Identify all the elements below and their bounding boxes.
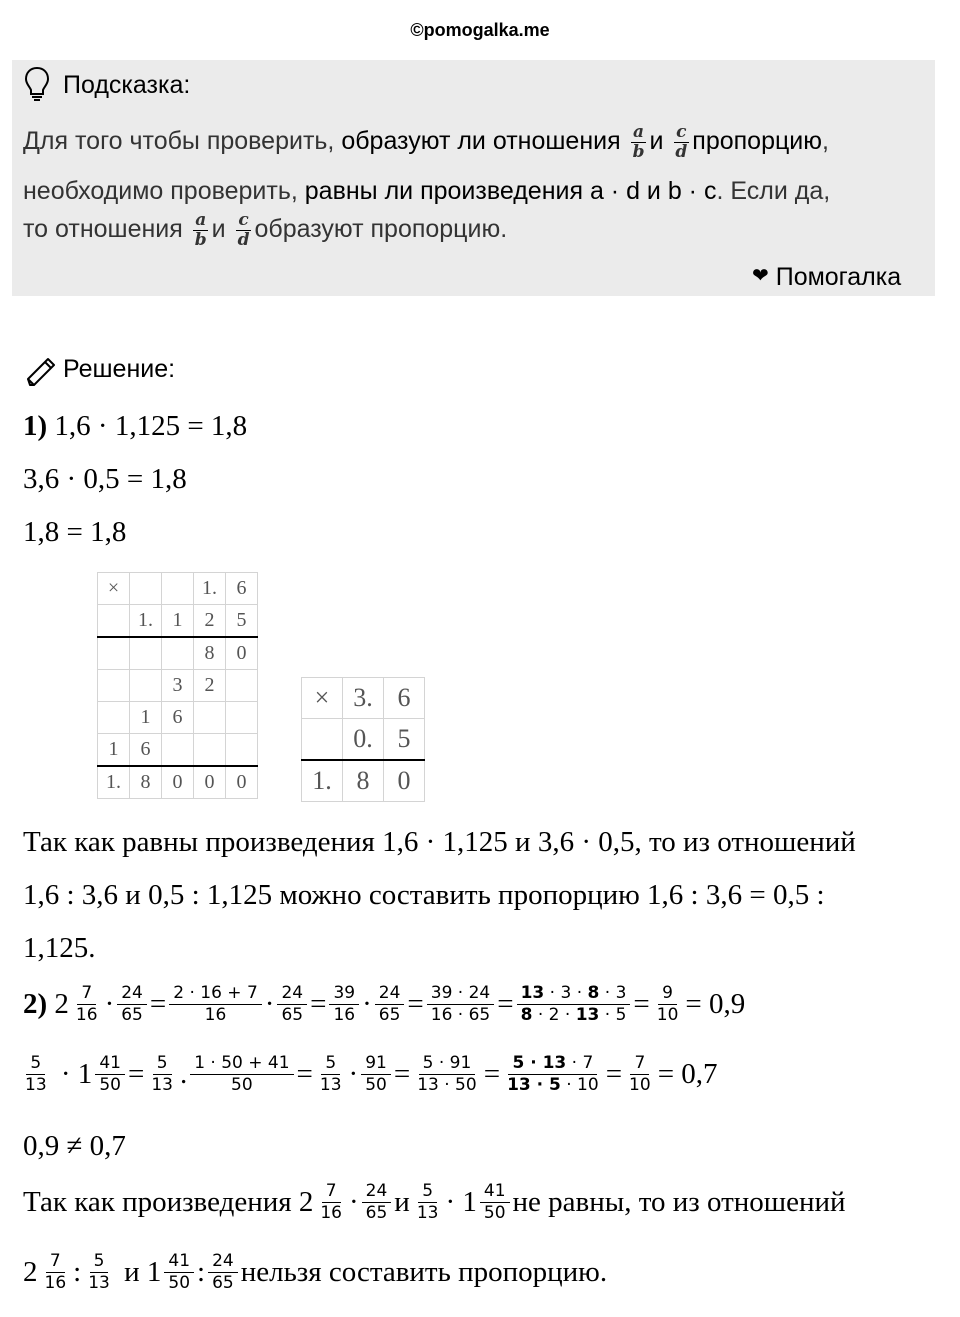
grid-cell: 6 (226, 573, 258, 605)
grid-cell: × (302, 678, 343, 719)
grid-cell: 5 (226, 605, 258, 638)
grid-cell: 0 (194, 766, 226, 799)
grid-cell (130, 670, 162, 702)
grid-cell: 1. (98, 766, 130, 799)
grid-cell: 0 (162, 766, 194, 799)
grid-row (302, 760, 425, 802)
grid-cell: 1 (130, 702, 162, 734)
fraction-c-d: $\frac{c}{d}$ (675, 122, 688, 162)
grid-cell (162, 637, 194, 670)
grid-cell (226, 734, 258, 767)
p2-equation-1: 2) 2 $\frac{7}{16}$ · $\frac{24}{65}$ = $\frac{2 \cdot 16 + 7}{16}$ · $\frac{24}{65}$ = $\frac{39}{16}$ · $\frac{24}{65}$ = $\frac{39 \cdot 24}{16 \cdot 65}$ = $\frac{13 \cdot 3 \cdot 8 \cdot 3}{8 \cdot 2 \cdot 13 \cdot 5}$ = $\frac{9}{10}$ = 0,9 (23, 983, 746, 1025)
grid-cell: 1 (162, 605, 194, 638)
grid-row (98, 637, 258, 670)
heart-icon: ❤ (752, 265, 769, 287)
grid-row (98, 670, 258, 702)
hint-line-2: необходимо проверить, равны ли произведения a · d и b · c. Если да, (23, 177, 831, 205)
grid-cell: 0 (226, 766, 258, 799)
grid-row (98, 573, 258, 605)
grid-cell: 3. (343, 678, 384, 719)
watermark: ©pomogalka.me (410, 20, 550, 40)
grid-row (98, 702, 258, 734)
hint-line-1: Для того чтобы проверить, образуют ли отношения $\frac{a}{b}$ и $\frac{c}{d}$ пропорцию, (23, 122, 829, 162)
p1-line-1: 1) 1,6 · 1,125 = 1,8 (23, 410, 248, 442)
grid-cell: 6 (384, 678, 425, 719)
p2-neq: 0,9 ≠ 0,7 (23, 1130, 126, 1162)
lightbulb-icon (24, 66, 50, 102)
grid-cell (98, 605, 130, 638)
grid-cell: 1. (302, 760, 343, 802)
grid-cell (98, 702, 130, 734)
grid-cell: 6 (162, 702, 194, 734)
p1-line-3: 1,8 = 1,8 (23, 516, 127, 548)
grid-cell: 2 (194, 670, 226, 702)
grid-cell (302, 719, 343, 761)
multiplication-grid-1 (97, 572, 258, 799)
grid-cell: 8 (194, 637, 226, 670)
grid-cell (130, 637, 162, 670)
p1-line-2: 3,6 · 0,5 = 1,8 (23, 463, 187, 495)
grid-cell: 0 (226, 637, 258, 670)
grid-cell (162, 734, 194, 767)
grid-cell (194, 734, 226, 767)
grid-cell (98, 637, 130, 670)
grid-cell: 8 (130, 766, 162, 799)
grid-cell: 6 (130, 734, 162, 767)
text1-line-3: 1,125. (23, 932, 96, 964)
multiplication-grid-2 (301, 677, 425, 802)
grid-cell (194, 702, 226, 734)
grid-row (302, 719, 425, 761)
grid-cell (226, 670, 258, 702)
pencil-icon (24, 355, 60, 389)
grid-cell (226, 702, 258, 734)
text1-line-2: 1,6 : 3,6 и 0,5 : 1,125 можно составить пропорцию 1,6 : 3,6 = 0,5 : (23, 879, 825, 911)
grid-cell (130, 573, 162, 605)
hint-line-3: то отношения $\frac{a}{b}$ и $\frac{c}{d}$ образуют пропорцию. (23, 210, 508, 250)
grid-cell: 2 (194, 605, 226, 638)
text1-line-1: Так как равны произведения 1,6 · 1,125 и 3,6 · 0,5, то из отношений (23, 826, 856, 858)
grid-row (302, 678, 425, 719)
fraction-a-b: $\frac{a}{b}$ (632, 122, 645, 162)
grid-row (98, 734, 258, 767)
solution-title: Решение: (63, 355, 176, 383)
hint-footer: ❤ Помогалка (752, 263, 902, 291)
grid-cell: 0. (343, 719, 384, 761)
grid-cell: 1. (130, 605, 162, 638)
grid-cell (98, 670, 130, 702)
hint-title: Подсказка: (63, 71, 191, 99)
grid-cell: 8 (343, 760, 384, 802)
grid-cell: 1 (98, 734, 130, 767)
p2-text-2: 2 $\frac{7}{16}$ : $\frac{5}{13}$ и 1 $\frac{41}{50}$ : $\frac{24}{65}$ нельзя составить пропорцию. (23, 1251, 608, 1293)
grid-row (98, 605, 258, 638)
p2-equation-2: $\frac{5}{13}$ · 1 $\frac{41}{50}$ = $\frac{5}{13}$ . $\frac{1 \cdot 50 + 41}{50}$ = $\frac{5}{13}$ · $\frac{91}{50}$ = $\frac{5 \cdot 91}{13 \cdot 50}$ = $\frac{5 \cdot 13 \cdot 7}{13 \cdot 5 \cdot 10}$ = $\frac{7}{10}$ = 0,7 (25, 1053, 718, 1095)
grid-cell: 5 (384, 719, 425, 761)
grid-cell: 0 (384, 760, 425, 802)
grid-cell: × (98, 573, 130, 605)
p2-text-1: Так как произведения 2 $\frac{7}{16}$ · $\frac{24}{65}$ и $\frac{5}{13}$ · 1 $\frac{41}{50}$ не равны, то из отношений (23, 1181, 846, 1223)
grid-cell: 3 (162, 670, 194, 702)
grid-cell: 1. (194, 573, 226, 605)
grid-cell (162, 573, 194, 605)
grid-row (98, 766, 258, 799)
